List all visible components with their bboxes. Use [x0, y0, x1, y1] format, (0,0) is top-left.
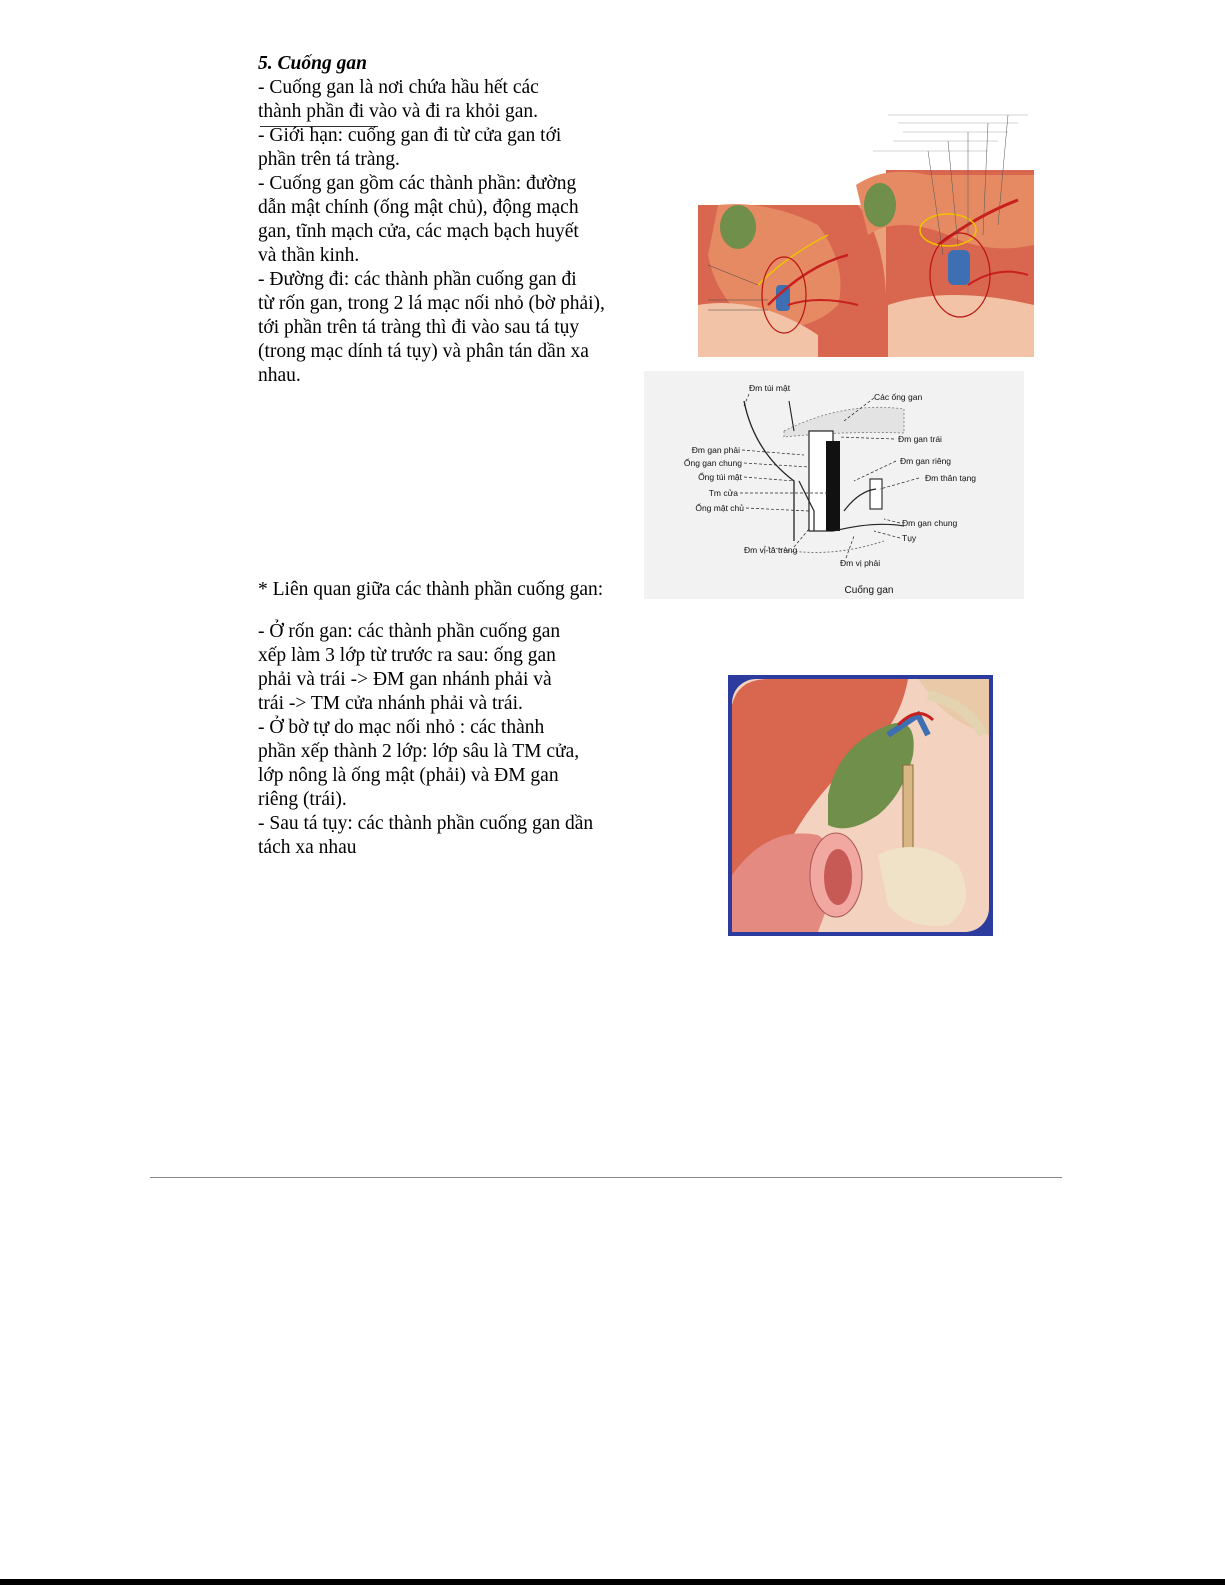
text-line: nhau. [258, 365, 301, 386]
text-line: - Cuống gan gồm các thành phần: đường [258, 173, 577, 194]
heading: 5. Cuống gan [258, 53, 367, 74]
label-dm-tui-mat: Đm túi mật [749, 383, 791, 393]
text-line: - Giới hạn: cuống gan đi từ cửa gan tới [258, 125, 562, 146]
figure-caption: Cuống gan [844, 585, 894, 596]
text-line: từ rốn gan, trong 2 lá mạc nối nhỏ (bờ phải), [258, 293, 605, 314]
text-line: - Đường đi: các thành phần cuống gan đi [258, 269, 577, 290]
text-line: - Ở bờ tự do mạc nối nhỏ : các thành [258, 717, 545, 738]
label-ong-mat-chu: Ống mật chủ [695, 503, 744, 513]
label-ong-gan-chung: Ống gan chung [683, 458, 742, 468]
label-dm-gan-chung: Đm gan chung [902, 518, 958, 528]
rule-bottom [150, 1177, 1062, 1178]
text-line: gan, tĩnh mạch cửa, các mạch bạch huyết [258, 221, 579, 242]
page-bottom-bar [0, 1579, 1225, 1585]
label-dm-gan-rieng: Đm gan riêng [900, 456, 952, 466]
anatomy-photo-figure [698, 105, 1034, 357]
gallbladder-figure [728, 675, 993, 936]
text-line: phần xếp thành 2 lớp: lớp sâu là TM cửa, [258, 741, 580, 762]
text-line: - Ở rốn gan: các thành phần cuống gan [258, 621, 561, 642]
text-line: riêng (trái). [258, 789, 347, 810]
hepatic-pedicle-diagram [644, 371, 1024, 599]
text-line: dẫn mật chính (ống mật chủ), động mạch [258, 197, 579, 218]
label-dm-vi-ta-trang: Đm vị-tá tràng [744, 545, 798, 555]
text-line: - Sau tá tụy: các thành phần cuống gan dần [258, 813, 594, 834]
label-dm-vi-phai: Đm vị phải [840, 558, 881, 568]
text-line: (trong mạc dính tá tụy) và phân tán dần xa [258, 341, 589, 362]
text-line: và thần kinh. [258, 245, 360, 266]
labeled-diagram-figure [644, 371, 1024, 599]
text-line: phải và trái -> ĐM gan nhánh phải và [258, 669, 552, 690]
label-tuy: Tụy [902, 533, 917, 543]
text-line: thành phần đi vào và đi ra khỏi gan. [258, 101, 538, 122]
text-line: tách xa nhau [258, 837, 357, 858]
relation-heading: * Liên quan giữa các thành phần cuống gan: [258, 579, 604, 600]
anatomy-photo-illustration [698, 105, 1034, 357]
label-dm-gan-trai: Đm gan trái [898, 434, 942, 444]
text-line: trái -> TM cửa nhánh phải và trái. [258, 693, 523, 714]
text-line: tới phần trên tá tràng thì đi vào sau tá tụy [258, 317, 580, 338]
label-cac-ong-gan: Các ống gan [874, 392, 923, 402]
label-dm-gan-phai: Đm gan phải [691, 445, 740, 455]
gallbladder-illustration [728, 675, 993, 936]
label-dm-than-tang: Đm thân tạng [925, 473, 977, 483]
label-tm-cua: Tm cửa [708, 488, 738, 498]
text-line: - Cuống gan là nơi chứa hầu hết các [258, 77, 539, 98]
text-line: phần trên tá tràng. [258, 149, 400, 170]
text-line: lớp nông là ống mật (phải) và ĐM gan [258, 765, 559, 786]
text-line: xếp làm 3 lớp từ trước ra sau: ống gan [258, 645, 556, 666]
label-ong-tui-mat: Ống túi mật [698, 472, 742, 482]
